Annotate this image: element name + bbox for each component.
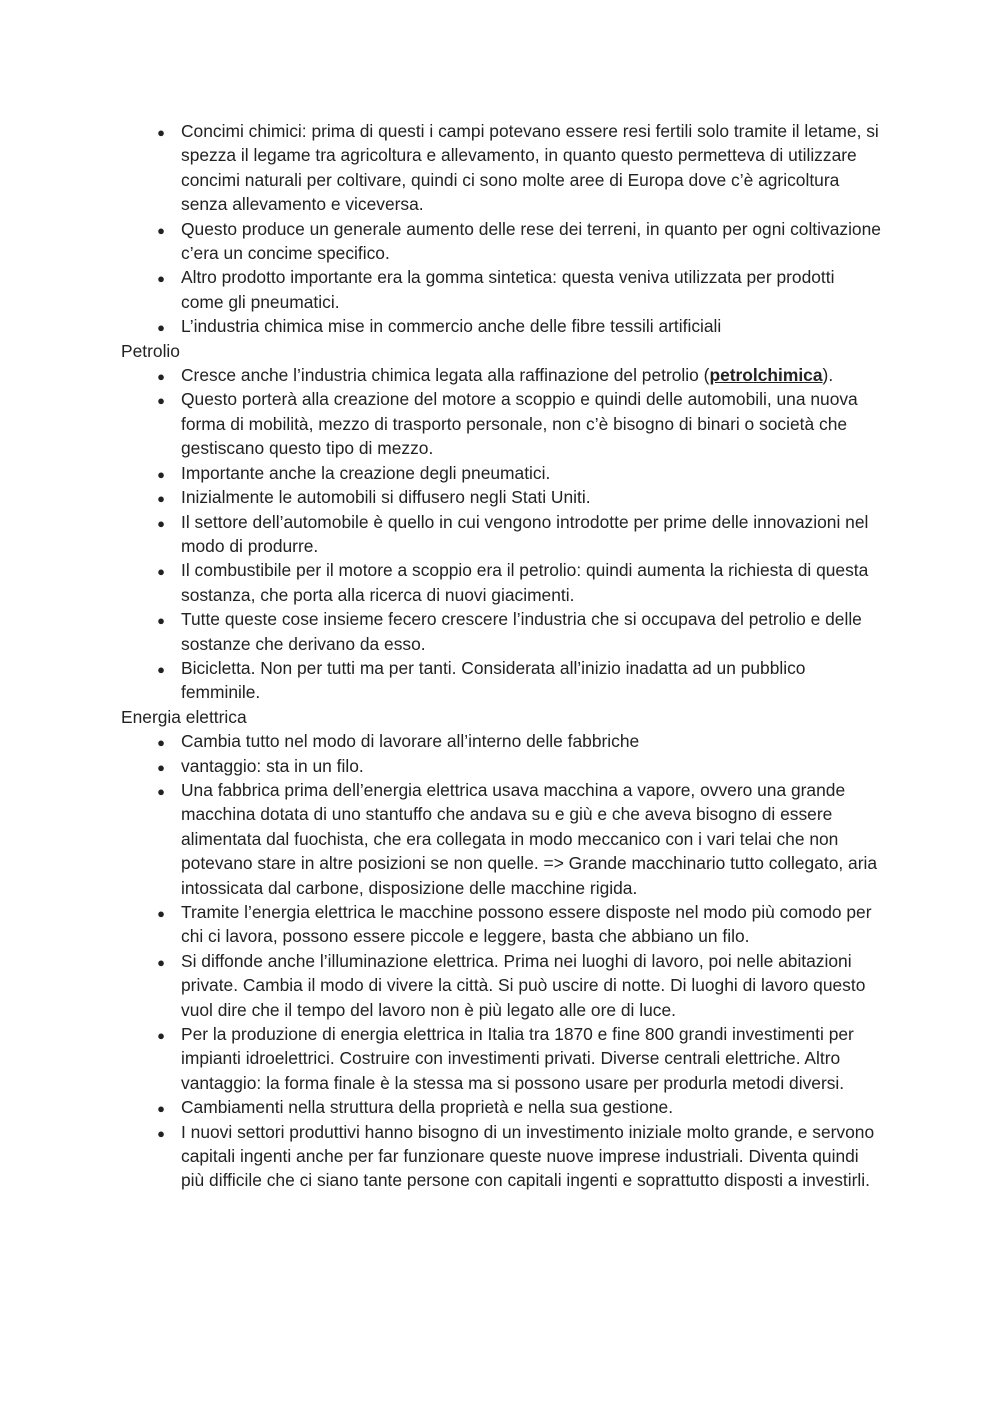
bullet-icon (154, 363, 168, 389)
section-heading-energia-elettrica: Energia elettrica (121, 706, 247, 727)
list-item-text: vantaggio: sta in un filo. (181, 755, 364, 776)
list-item (121, 314, 881, 338)
list-item-text-before: Cresce anche l’industria chimica legata alla raffinazione del petrolio ( (181, 365, 710, 386)
list-item-text: Importante anche la creazione degli pneumatici. (181, 462, 551, 483)
list-item-text: Si diffonde anche l’illuminazione elettrica. Prima nei luoghi di lavoro, poi nelle abitazioni private. Cambia il modo di vivere la città. Si può uscire di notte. Di luoghi di lavoro questo vuol dire che il tempo del lavoro non è più legato alle ore di luce. (181, 950, 866, 1020)
list-item (121, 1095, 881, 1119)
list-item-text: Una fabbrica prima dell’energia elettrica usava macchina a vapore, ovvero una grande macchina dotata di uno stantuffo che andava su e giù e che aveva bisogno di essere alimentata dal fuochista, che era collegata in modo meccanico con i vari telai che non potevano stare in altre posizioni se non quelle. => Grande macchinario tutto collegato, aria intossicata dal carbone, disposizione delle macchine rigida. (181, 779, 878, 898)
list-item (121, 119, 881, 217)
list-item-text: Tutte queste cose insieme fecero crescere l’industria che si occupava del petrolio e delle sostanze che derivano da esso. (181, 609, 862, 654)
list-item-text: Bicicletta. Non per tutti ma per tanti. Considerata all’inizio inadatta ad un pubblico femminile. (181, 657, 806, 703)
list-item (121, 265, 881, 314)
list-item (121, 558, 881, 607)
bullet-icon (154, 1120, 168, 1146)
bullet-icon (154, 217, 168, 243)
list-item-text: L’industria chimica mise in commercio anche delle fibre tessili artificiali (181, 316, 722, 337)
list-item (121, 217, 881, 266)
list-item (121, 949, 881, 1022)
list-item-text: Il combustibile per il motore a scoppio era il petrolio: quindi aumenta la richiesta di questa sostanza, che porta alla ricerca di nuovi giacimenti. (181, 560, 869, 605)
list-item-text: Questo porterà alla creazione del motore a scoppio e quindi delle automobili, una nuova forma di mobilità, mezzo di trasporto personale, non c’è bisogno di binari o società che gestiscano questo tipo di mezzo. (181, 389, 858, 459)
bullet-icon (154, 754, 168, 780)
term-petrolchimica: petrolchimica (709, 365, 823, 386)
list-item (121, 1120, 881, 1193)
list-item-text: Concimi chimici: prima di questi i campi potevano essere resi fertili solo tramite il letame, si spezza il legame tra agricoltura e allevamento, in quanto questo permetteva di utilizzare concimi naturali per coltivare, quindi ci sono molte aree di Europa dove c’è agricoltura senza allevamento e viceversa. (181, 121, 879, 215)
list-item-text: Altro prodotto importante era la gomma sintetica: questa veniva utilizzata per prodotti come gli pneumatici. (181, 267, 835, 312)
list-item-text: I nuovi settori produttivi hanno bisogno di un investimento iniziale molto grande, e servono capitali ingenti anche per far funzionare queste nuove imprese industriali. Diventa quindi più difficile che ci siano tante persone con capitali ingenti e soprattutto disposti a investirli. (181, 1121, 875, 1191)
list-item (121, 485, 881, 509)
bullet-icon (154, 1095, 168, 1121)
list-item-text-after: ). (822, 365, 834, 386)
list-item-text: Inizialmente le automobili si diffusero negli Stati Uniti. (181, 487, 591, 508)
document-body (121, 119, 881, 1193)
bullet-list-energia-elettrica (121, 729, 881, 1193)
list-item (121, 363, 881, 387)
list-item (121, 387, 881, 460)
bullet-icon (154, 656, 168, 682)
list-item-text: Cambiamenti nella struttura della proprietà e nella sua gestione. (181, 1097, 674, 1118)
list-item (121, 607, 881, 656)
bullet-icon (154, 265, 168, 291)
bullet-icon (154, 119, 168, 145)
bullet-icon (154, 314, 168, 340)
list-item (121, 656, 881, 705)
section-heading-petrolio: Petrolio (121, 340, 180, 361)
bullet-list-petrolio (121, 363, 881, 705)
list-item (121, 510, 881, 559)
bullet-icon (154, 461, 168, 487)
list-item-text: Questo produce un generale aumento delle rese dei terreni, in quanto per ogni coltivazione c’era un concime specifico. (181, 218, 881, 264)
list-item-text: Cambia tutto nel modo di lavorare all’interno delle fabbriche (181, 731, 640, 752)
bullet-icon (154, 949, 168, 975)
bullet-icon (154, 485, 168, 511)
bullet-icon (154, 778, 168, 804)
list-item (121, 778, 881, 900)
list-item-text: Per la produzione di energia elettrica in Italia tra 1870 e fine 800 grandi investimenti per impianti idroelettrici. Costruire con investimenti privati. Diverse centrali elettriche. Altro vantaggio: la forma finale è la stessa ma si possono usare per produrla metodi diversi. (181, 1024, 854, 1093)
bullet-list-chimica (121, 119, 881, 339)
bullet-icon (154, 607, 168, 633)
list-item (121, 461, 881, 485)
list-item (121, 1022, 881, 1095)
list-item (121, 900, 881, 949)
bullet-icon (154, 900, 168, 926)
bullet-icon (154, 387, 168, 413)
list-item-text: Il settore dell’automobile è quello in cui vengono introdotte per prime delle innovazioni nel modo di produrre. (181, 511, 869, 556)
bullet-icon (154, 558, 168, 584)
list-item (121, 729, 881, 753)
bullet-icon (154, 729, 168, 755)
list-item-text: Tramite l’energia elettrica le macchine possono essere disposte nel modo più comodo per chi ci lavora, possono essere piccole e leggere, basta che abbiano un filo. (181, 902, 872, 947)
list-item (121, 754, 881, 778)
bullet-icon (154, 1022, 168, 1048)
bullet-icon (154, 510, 168, 536)
